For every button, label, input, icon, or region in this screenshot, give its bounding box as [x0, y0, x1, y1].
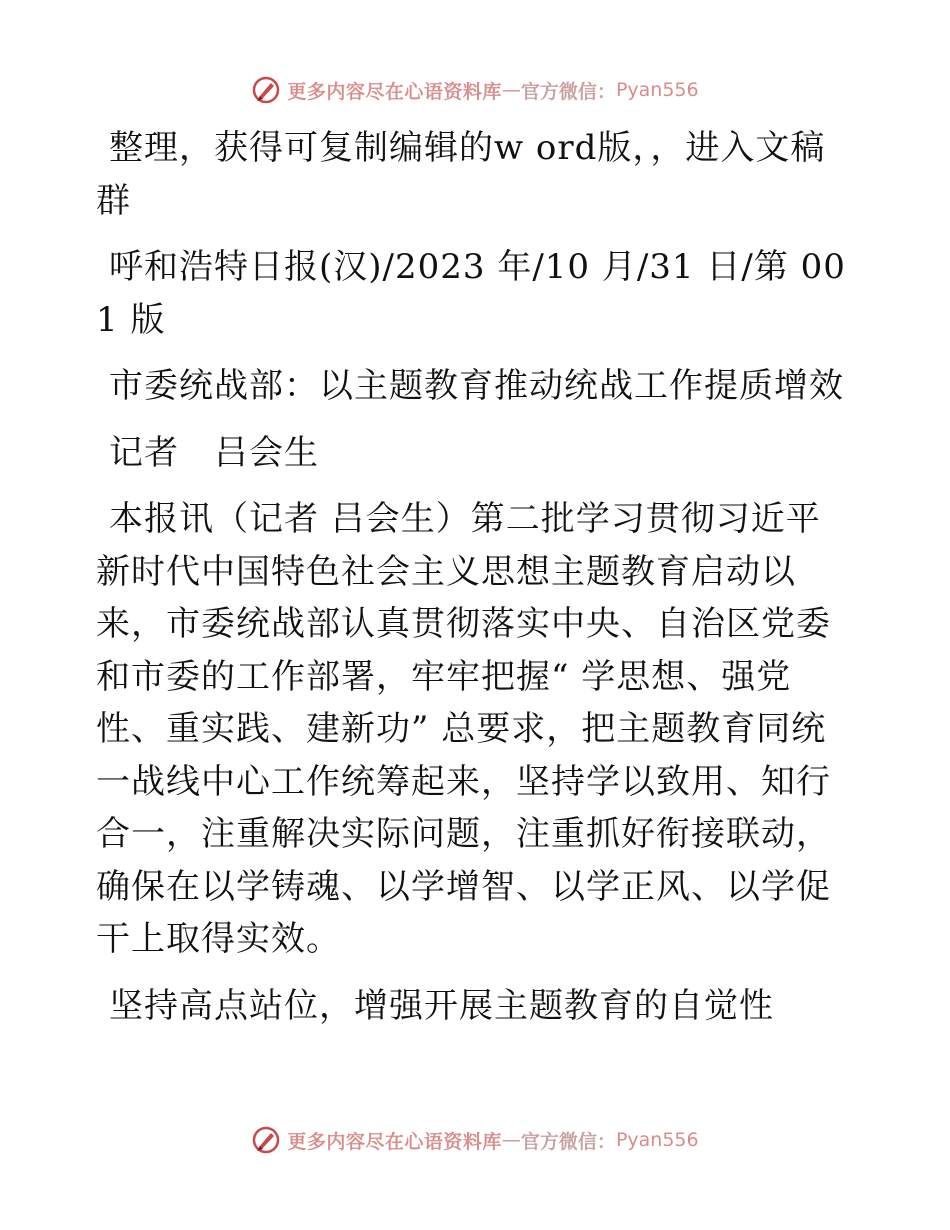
section-heading: 坚持高点站位，增强开展主题教育的自觉性 [109, 985, 774, 1026]
quill-pen-logo-icon [251, 1125, 281, 1155]
header-watermark-banner [0, 70, 950, 110]
banner-wechat-label: 官方微信： [520, 80, 616, 103]
banner-wechat-label: 官方微信： [520, 1130, 616, 1153]
banner-wechat-id: Pyan556 [615, 1129, 699, 1151]
reporter-line: 记者 吕会生 [109, 432, 319, 473]
banner-separator: — [501, 1129, 521, 1151]
banner-brand-text: 更多内容尽在心语资料库 [287, 1130, 502, 1153]
body-paragraph: 本报讯（记者 吕会生）第二批学习贯彻习近平新时代中国特色社会主义思想主题教育启动以来，市委统战部认真贯彻落实中央、自治区党委和市委的工作部署，牢牢把握“ 学思想、强党性、重实践、建新功” 总要求，把主题教育同统一战线中心工作统筹起来，坚持学以致用、知行合一，注重解决实际问题，注重抓好衔接联动，确保在以学铸魂、以学增智、以学正风、以学促干上取得实效。 [96, 499, 831, 959]
intro-note: 整理，获得可复制编辑的w ord版，，进入文稿群 [96, 128, 826, 221]
quill-pen-logo-icon [251, 75, 281, 105]
footer-watermark-banner [0, 1120, 950, 1160]
banner-separator: — [501, 79, 521, 101]
source-line: 呼和浩特日报(汉)/2023 年/10 月/31 日/第 001 版 [96, 247, 846, 340]
banner-wechat-id: Pyan556 [615, 79, 699, 101]
article-title: 市委统战部：以主题教育推动统战工作提质增效 [109, 366, 844, 406]
banner-brand-text: 更多内容尽在心语资料库 [287, 80, 502, 103]
document-body [96, 122, 848, 1046]
